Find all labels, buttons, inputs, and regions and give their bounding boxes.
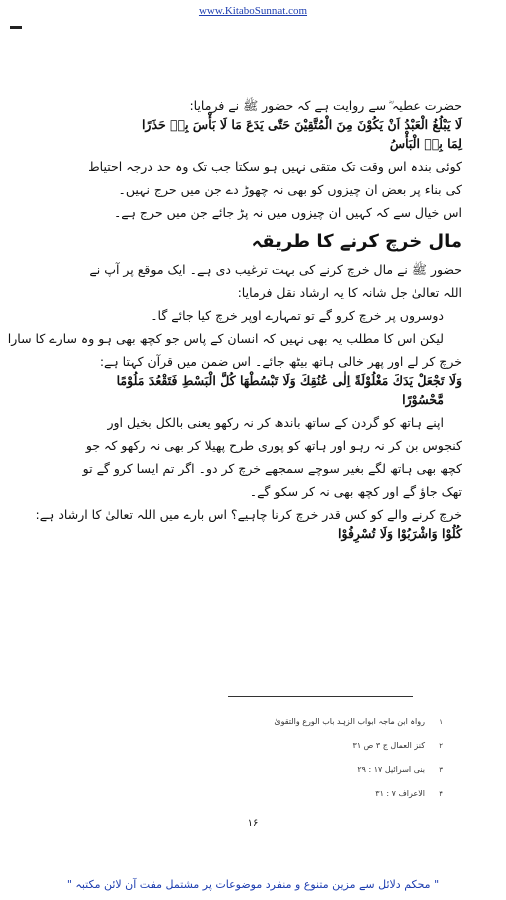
footnote-divider <box>228 696 413 697</box>
page-body <box>7 96 462 543</box>
library-banner-link[interactable]: " محکم دلائل سے مزین متنوع و منفرد موضوعات پر مشتمل مفت آن لائن مکتبہ " <box>66 878 440 891</box>
text-line: حضرت عطیہ ؓ سے روایت ہے کہ حضور ﷺ نے فرمایا: <box>189 98 462 113</box>
footnote-text: بنی اسرائیل ۱۷ : ۲۹ <box>357 765 425 774</box>
text-line: تھک جاؤ گے اور کچھ بھی نہ کر سکو گے۔ <box>249 484 462 499</box>
footnote-text: کنز العمال ج ۳ ص ۳۱ <box>352 741 425 750</box>
text-line: خرچ کرنے والے کو کس قدر خرچ کرنا چاہیے؟ اس بارے میں اللہ تعالیٰ کا ارشاد ہے: <box>35 507 462 522</box>
footnote-number: ۴ <box>439 790 443 798</box>
footnote-item <box>180 710 443 734</box>
page-number: ۱۶ <box>247 818 259 829</box>
footnotes <box>180 710 443 806</box>
text-line: اللہ تعالیٰ جل شانہ کا یہ ارشاد نقل فرمایا: <box>237 285 462 300</box>
text-line: کی بناء پر بعض ان چیزوں کو بھی نہ چھوڑ دے جن میں حرج نہیں۔ <box>118 182 462 197</box>
text-line: کوئی بندہ اس وقت تک متقی نہیں ہو سکتا جب تک وہ حد درجہ احتیاط <box>88 159 462 174</box>
text-line: دوسروں پر خرچ کرو گے تو تمہارے اوپر خرچ کیا جائے گا۔ <box>150 308 444 323</box>
text-line: حضور ﷺ نے مال خرچ کرنے کی بہت ترغیب دی ہے۔ ایک موقع پر آپ نے <box>89 262 462 277</box>
footnote-number: ۳ <box>439 766 443 774</box>
footnote-item <box>180 734 443 758</box>
corner-mark <box>10 26 22 29</box>
section-heading: مال خرچ کرنے کا طریقہ <box>251 231 462 252</box>
footnote-text: رواہ ابن ماجہ ابواب الزہد باب الورع والتقویٰ <box>274 717 425 726</box>
quran-verse-line: وَلَا تَجْعَلْ يَدَكَ مَغْلُوْلَةً اِلٰى عُنُقِكَ وَلَا تَبْسُطْهَا كُلَّ الْبَسْطِ فَتَقْعُدَ مَلُوْمًا <box>116 373 462 388</box>
text-line: کچھ بھی ہاتھ لگے بغیر سوچے سمجھے خرچ کر دو۔ اگر تم ایسا کرو گے تو <box>82 461 462 476</box>
footnote-item <box>180 782 443 806</box>
quran-verse-line: كُلُوْا وَاشْرَبُوْا وَلَا تُسْرِفُوْا <box>338 526 462 541</box>
text-line: لیکن اس کا مطلب یہ بھی نہیں کہ انسان کے پاس جو کچھ بھی ہو وہ سارے کا سارا <box>7 331 444 346</box>
footnote-item <box>180 758 443 782</box>
footnote-text: الاعراف ۷ : ۳۱ <box>375 789 425 798</box>
footnote-number: ۱ <box>439 718 443 726</box>
hadith-arabic-line: لِمَا بِهٖ الْبَأْسُ <box>389 136 462 151</box>
footnote-number: ۲ <box>439 742 443 750</box>
text-line: خرچ کر لے اور پھر خالی ہاتھ بیٹھ جائے۔ اس ضمن میں قرآن کہتا ہے: <box>99 354 462 369</box>
hadith-arabic-line: لَا يَبْلُغُ الْعَبْدُ اَنْ يَكُوْنَ مِنَ الْمُتَّقِيْنَ حَتّٰى يَدَعَ مَا لَا بَأْسَ بِهٖ حَذَرًا <box>141 117 462 132</box>
text-line: کنجوس بن کر نہ رہو اور ہاتھ کو پوری طرح پھیلا کر بھی نہ رکھو کہ جو <box>85 438 462 453</box>
text-line: اپنے ہاتھ کو گردن کے ساتھ باندھ کر نہ رکھو یعنی بالکل بخیل اور <box>107 415 444 430</box>
website-url-link[interactable]: www.KitaboSunnat.com <box>198 5 308 17</box>
text-line: اس خیال سے کہ کہیں ان چیزوں میں نہ پڑ جائے جن میں حرج ہے۔ <box>113 205 462 220</box>
quran-verse-line: مَّحْسُوْرًا <box>402 392 444 407</box>
